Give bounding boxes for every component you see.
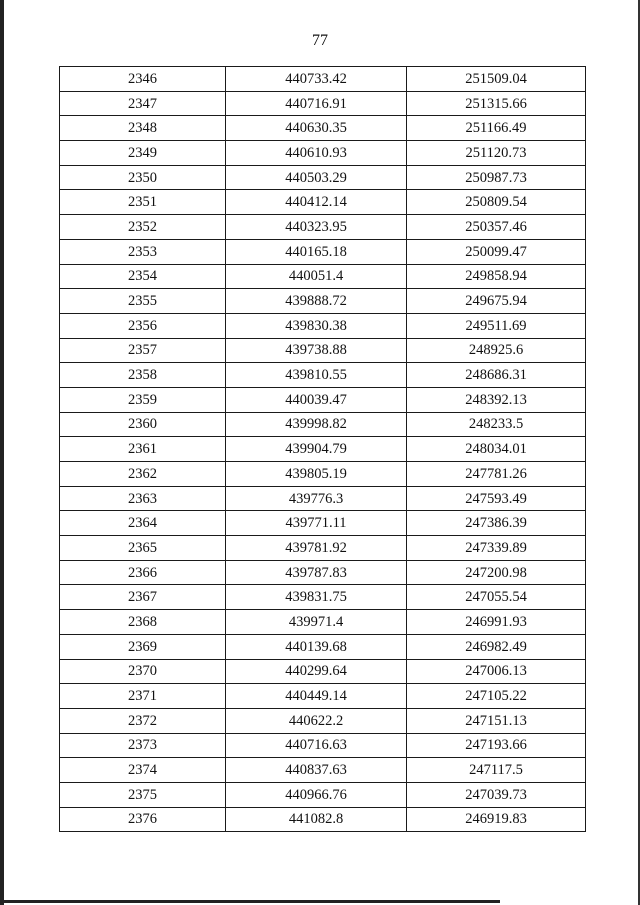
x-coordinate-cell: 439831.75 [226, 585, 407, 610]
table-row [60, 215, 586, 240]
y-coordinate-cell: 249858.94 [407, 264, 586, 289]
point-number-cell: 2366 [60, 560, 226, 585]
x-coordinate-cell: 439787.83 [226, 560, 407, 585]
table-row [60, 634, 586, 659]
x-coordinate-cell: 440503.29 [226, 165, 407, 190]
table-row [60, 610, 586, 635]
table-row [60, 486, 586, 511]
y-coordinate-cell: 249511.69 [407, 313, 586, 338]
x-coordinate-cell: 439738.88 [226, 338, 407, 363]
point-number-cell: 2368 [60, 610, 226, 635]
table-row [60, 116, 586, 141]
table-row [60, 782, 586, 807]
table-row [60, 338, 586, 363]
point-number-cell: 2374 [60, 758, 226, 783]
point-number-cell: 2354 [60, 264, 226, 289]
table-row [60, 264, 586, 289]
point-number-cell: 2350 [60, 165, 226, 190]
x-coordinate-cell: 440139.68 [226, 634, 407, 659]
point-number-cell: 2359 [60, 387, 226, 412]
x-coordinate-cell: 440630.35 [226, 116, 407, 141]
y-coordinate-cell: 246991.93 [407, 610, 586, 635]
table-row [60, 289, 586, 314]
table-row [60, 807, 586, 832]
x-coordinate-cell: 439888.72 [226, 289, 407, 314]
scan-border-left [0, 0, 4, 905]
point-number-cell: 2370 [60, 659, 226, 684]
x-coordinate-cell: 440837.63 [226, 758, 407, 783]
y-coordinate-cell: 247105.22 [407, 684, 586, 709]
table-row [60, 536, 586, 561]
x-coordinate-cell: 439971.4 [226, 610, 407, 635]
y-coordinate-cell: 247039.73 [407, 782, 586, 807]
y-coordinate-cell: 250987.73 [407, 165, 586, 190]
x-coordinate-cell: 440449.14 [226, 684, 407, 709]
coordinates-table [59, 66, 586, 832]
x-coordinate-cell: 440610.93 [226, 141, 407, 166]
x-coordinate-cell: 439771.11 [226, 511, 407, 536]
point-number-cell: 2364 [60, 511, 226, 536]
point-number-cell: 2367 [60, 585, 226, 610]
y-coordinate-cell: 247117.5 [407, 758, 586, 783]
point-number-cell: 2369 [60, 634, 226, 659]
point-number-cell: 2356 [60, 313, 226, 338]
table-row [60, 684, 586, 709]
x-coordinate-cell: 439776.3 [226, 486, 407, 511]
point-number-cell: 2363 [60, 486, 226, 511]
x-coordinate-cell: 440622.2 [226, 708, 407, 733]
table-row [60, 387, 586, 412]
x-coordinate-cell: 440323.95 [226, 215, 407, 240]
y-coordinate-cell: 246919.83 [407, 807, 586, 832]
y-coordinate-cell: 247200.98 [407, 560, 586, 585]
table-row [60, 165, 586, 190]
x-coordinate-cell: 440039.47 [226, 387, 407, 412]
table-row [60, 141, 586, 166]
point-number-cell: 2362 [60, 462, 226, 487]
point-number-cell: 2351 [60, 190, 226, 215]
table-row [60, 190, 586, 215]
y-coordinate-cell: 246982.49 [407, 634, 586, 659]
y-coordinate-cell: 251166.49 [407, 116, 586, 141]
table-row [60, 67, 586, 92]
point-number-cell: 2376 [60, 807, 226, 832]
y-coordinate-cell: 247781.26 [407, 462, 586, 487]
point-number-cell: 2348 [60, 116, 226, 141]
x-coordinate-cell: 439998.82 [226, 412, 407, 437]
x-coordinate-cell: 440716.63 [226, 733, 407, 758]
y-coordinate-cell: 247193.66 [407, 733, 586, 758]
table-row [60, 758, 586, 783]
y-coordinate-cell: 248925.6 [407, 338, 586, 363]
scan-border-bottom [0, 900, 500, 903]
table-row [60, 313, 586, 338]
point-number-cell: 2361 [60, 437, 226, 462]
table-row [60, 412, 586, 437]
y-coordinate-cell: 247386.39 [407, 511, 586, 536]
point-number-cell: 2346 [60, 67, 226, 92]
table-row [60, 437, 586, 462]
y-coordinate-cell: 247593.49 [407, 486, 586, 511]
y-coordinate-cell: 247006.13 [407, 659, 586, 684]
y-coordinate-cell: 249675.94 [407, 289, 586, 314]
table-row [60, 585, 586, 610]
point-number-cell: 2373 [60, 733, 226, 758]
point-number-cell: 2355 [60, 289, 226, 314]
y-coordinate-cell: 247055.54 [407, 585, 586, 610]
point-number-cell: 2352 [60, 215, 226, 240]
point-number-cell: 2360 [60, 412, 226, 437]
y-coordinate-cell: 251120.73 [407, 141, 586, 166]
table-row [60, 560, 586, 585]
point-number-cell: 2365 [60, 536, 226, 561]
point-number-cell: 2349 [60, 141, 226, 166]
y-coordinate-cell: 248392.13 [407, 387, 586, 412]
y-coordinate-cell: 247151.13 [407, 708, 586, 733]
x-coordinate-cell: 440165.18 [226, 239, 407, 264]
table-row [60, 708, 586, 733]
y-coordinate-cell: 248686.31 [407, 363, 586, 388]
table-row [60, 363, 586, 388]
point-number-cell: 2372 [60, 708, 226, 733]
x-coordinate-cell: 439810.55 [226, 363, 407, 388]
x-coordinate-cell: 440412.14 [226, 190, 407, 215]
y-coordinate-cell: 251509.04 [407, 67, 586, 92]
x-coordinate-cell: 439904.79 [226, 437, 407, 462]
table-row [60, 91, 586, 116]
x-coordinate-cell: 440051.4 [226, 264, 407, 289]
x-coordinate-cell: 440299.64 [226, 659, 407, 684]
table-row [60, 511, 586, 536]
y-coordinate-cell: 248233.5 [407, 412, 586, 437]
x-coordinate-cell: 439781.92 [226, 536, 407, 561]
table-row [60, 733, 586, 758]
table-row [60, 239, 586, 264]
table-row [60, 462, 586, 487]
point-number-cell: 2357 [60, 338, 226, 363]
y-coordinate-cell: 251315.66 [407, 91, 586, 116]
y-coordinate-cell: 250099.47 [407, 239, 586, 264]
point-number-cell: 2358 [60, 363, 226, 388]
point-number-cell: 2371 [60, 684, 226, 709]
point-number-cell: 2353 [60, 239, 226, 264]
point-number-cell: 2347 [60, 91, 226, 116]
y-coordinate-cell: 247339.89 [407, 536, 586, 561]
point-number-cell: 2375 [60, 782, 226, 807]
y-coordinate-cell: 250357.46 [407, 215, 586, 240]
page-number: 77 [312, 32, 328, 49]
y-coordinate-cell: 248034.01 [407, 437, 586, 462]
y-coordinate-cell: 250809.54 [407, 190, 586, 215]
x-coordinate-cell: 441082.8 [226, 807, 407, 832]
table-row [60, 659, 586, 684]
x-coordinate-cell: 440716.91 [226, 91, 407, 116]
coordinates-table-body [60, 67, 586, 832]
x-coordinate-cell: 440966.76 [226, 782, 407, 807]
x-coordinate-cell: 439830.38 [226, 313, 407, 338]
x-coordinate-cell: 439805.19 [226, 462, 407, 487]
x-coordinate-cell: 440733.42 [226, 67, 407, 92]
